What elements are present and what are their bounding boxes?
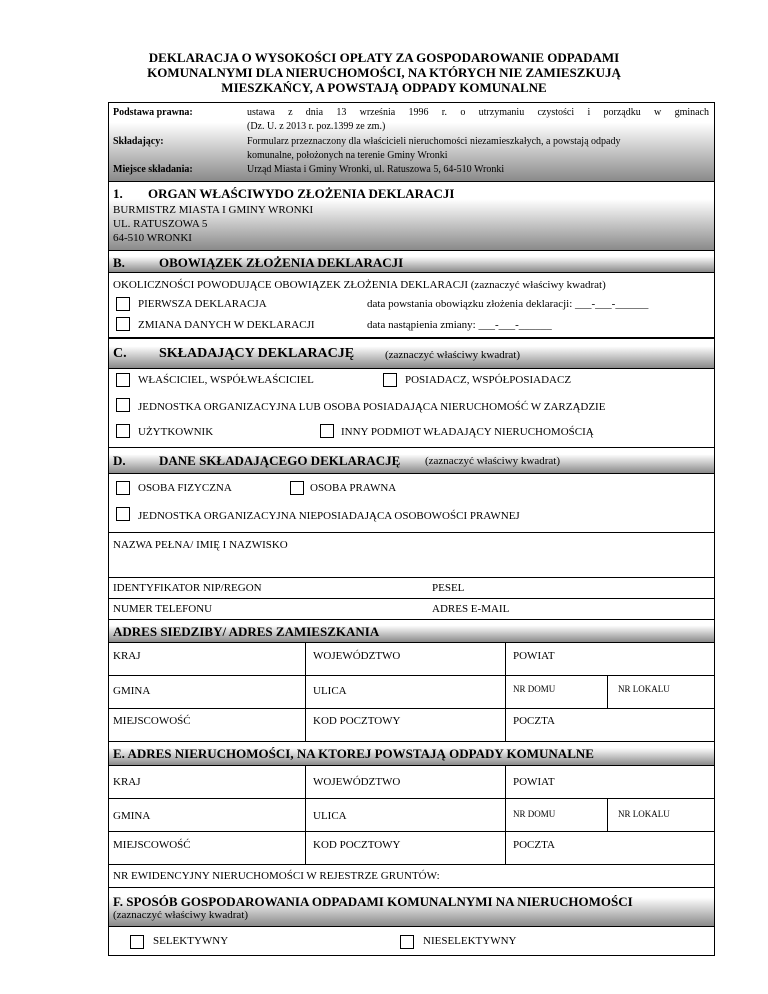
property-nr-lokalu: NR LOKALU	[618, 809, 670, 819]
section-b-title: OBOWIĄZEK ZŁOŻENIA DEKLARACJI	[159, 255, 404, 270]
property-col-divider-1	[305, 765, 306, 865]
skladajacy-text-2: komunalne, położonych na terenie Gminy Wronki	[247, 150, 448, 161]
address-col-divider-3	[607, 675, 608, 708]
first-declaration-checkbox[interactable]	[116, 297, 130, 311]
section-c-note: (zaznaczyć właściwy kwadrat)	[385, 349, 520, 361]
first-declaration-date: data powstania obowiązku złożenia deklaracji: ___-___-______	[367, 298, 649, 310]
skladajacy-label: Składający:	[113, 136, 164, 147]
organ-line-3: 64-510 WRONKI	[113, 232, 192, 244]
section-1-title: ORGAN WŁAŚCIWYDO ZŁOŻENIA DEKLARACJI	[148, 186, 455, 201]
owner-label: WŁAŚCICIEL, WSPÓŁWŁAŚCICIEL	[138, 374, 314, 386]
address-col-divider-2	[505, 642, 506, 742]
address-gmina: GMINA	[113, 685, 151, 697]
managing-unit-checkbox[interactable]	[116, 398, 130, 412]
owner-checkbox[interactable]	[116, 373, 130, 387]
user-label: UŻYTKOWNIK	[138, 426, 214, 438]
section-f-title: F. SPOSÓB GOSPODAROWANIA ODPADAMI KOMUNALNYMI NA NIERUCHOMOŚCI	[113, 894, 633, 909]
section-d-title: DANE SKŁADAJĄCEGO DEKLARACJĘ	[159, 453, 401, 468]
podstawa-text-1: ustawa z dnia 13 września 1996 r. o utrzymaniu czystości i porządku w gminach	[247, 107, 709, 118]
section-1-number: 1.	[113, 186, 123, 201]
organ-line-1: BURMISTRZ MIASTA I GMINY WRONKI	[113, 204, 314, 216]
property-ulica: ULICA	[313, 810, 347, 822]
title-line-2: KOMUNALNYMI DLA NIERUCHOMOŚCI, NA KTÓRYCH NIE ZAMIESZKUJĄ	[147, 65, 621, 80]
section-f-note: (zaznaczyć właściwy kwadrat)	[113, 909, 248, 921]
address-row-divider-1	[108, 675, 715, 676]
org-unit-label: JEDNOSTKA ORGANIZACYJNA NIEPOSIADAJĄCA OSOBOWOŚCI PRAWNEJ	[138, 510, 520, 522]
podstawa-label: Podstawa prawna:	[113, 107, 193, 118]
other-entity-checkbox[interactable]	[320, 424, 334, 438]
section-c-title: SKŁADAJĄCY DEKLARACJĘ	[159, 346, 355, 361]
podstawa-text-2: (Dz. U. z 2013 r. poz.1399 ze zm.)	[247, 121, 386, 132]
address-col-divider-1	[305, 642, 306, 742]
address-poczta: POCZTA	[513, 715, 555, 727]
miejsce-text: Urząd Miasta i Gminy Wronki, ul. Ratuszowa 5, 64-510 Wronki	[247, 164, 505, 175]
address-ulica: ULICA	[313, 685, 347, 697]
property-col-divider-2	[505, 765, 506, 865]
property-nr-domu: NR DOMU	[513, 809, 556, 819]
change-declaration-date: data nastąpienia zmiany: ___-___-______	[367, 319, 552, 331]
name-label: NAZWA PEŁNA/ IMIĘ I NAZWISKO	[113, 539, 288, 551]
possessor-checkbox[interactable]	[383, 373, 397, 387]
section-d-letter: D.	[113, 453, 126, 468]
address-row-divider-2	[108, 708, 715, 709]
property-col-divider-3	[607, 798, 608, 831]
address-powiat: POWIAT	[513, 650, 555, 662]
pesel-label: PESEL	[432, 582, 465, 594]
nip-label: IDENTYFIKATOR NIP/REGON	[113, 582, 262, 594]
change-declaration-label: ZMIANA DANYCH W DEKLARACJI	[138, 319, 315, 331]
natural-person-checkbox[interactable]	[116, 481, 130, 495]
property-row-divider-1	[108, 798, 715, 799]
legal-person-checkbox[interactable]	[290, 481, 304, 495]
natural-person-label: OSOBA FIZYCZNA	[138, 482, 232, 494]
miejsce-label: Miejsce składania:	[113, 164, 193, 175]
property-poczta: POCZTA	[513, 839, 555, 851]
address-kod: KOD POCZTOWY	[313, 715, 401, 727]
section-d-note: (zaznaczyć właściwy kwadrat)	[425, 455, 560, 467]
non-selective-checkbox[interactable]	[400, 935, 414, 949]
organ-line-2: UL. RATUSZOWA 5	[113, 218, 208, 230]
title-line-1: DEKLARACJA O WYSOKOŚCI OPŁATY ZA GOSPODAROWANIE ODPADAMI	[148, 50, 620, 65]
section-c-letter: C.	[113, 346, 127, 361]
phone-label: NUMER TELEFONU	[113, 603, 213, 615]
property-miejscowosc: MIEJSCOWOŚĆ	[113, 839, 191, 851]
property-powiat: POWIAT	[513, 776, 555, 788]
legal-person-label: OSOBA PRAWNA	[310, 482, 397, 494]
property-kraj: KRAJ	[113, 776, 141, 788]
other-entity-label: INNY PODMIOT WŁADAJĄCY NIERUCHOMOŚCIĄ	[341, 426, 594, 438]
property-wojewodztwo: WOJEWÓDZTWO	[313, 776, 401, 788]
non-selective-label: NIESELEKTYWNY	[423, 935, 517, 947]
address-title: ADRES SIEDZIBY/ ADRES ZAMIESZKANIA	[113, 624, 380, 639]
land-registry-label: NR EWIDENCYJNY NIERUCHOMOŚCI W REJESTRZE GRUNTÓW:	[113, 870, 440, 882]
property-kod: KOD POCZTOWY	[313, 839, 401, 851]
property-row-divider-2	[108, 831, 715, 832]
title-line-3: MIESZKAŃCY, A POWSTAJĄ ODPADY KOMUNALNE	[221, 80, 547, 95]
selective-label: SELEKTYWNY	[153, 935, 229, 947]
possessor-label: POSIADACZ, WSPÓŁPOSIADACZ	[405, 374, 572, 386]
address-miejscowosc: MIEJSCOWOŚĆ	[113, 715, 191, 727]
property-gmina: GMINA	[113, 810, 151, 822]
address-kraj: KRAJ	[113, 650, 141, 662]
managing-unit-label: JEDNOSTKA ORGANIZACYJNA LUB OSOBA POSIADAJĄCA NIERUCHOMOŚĆ W ZARZĄDZIE	[138, 401, 606, 413]
address-nr-lokalu: NR LOKALU	[618, 684, 670, 694]
address-wojewodztwo: WOJEWÓDZTWO	[313, 650, 401, 662]
section-e-title: E. ADRES NIERUCHOMOŚCI, NA KTOREJ POWSTAJĄ ODPADY KOMUNALNE	[113, 746, 594, 761]
document-title	[60, 50, 708, 95]
user-checkbox[interactable]	[116, 424, 130, 438]
address-nr-domu: NR DOMU	[513, 684, 556, 694]
change-declaration-checkbox[interactable]	[116, 317, 130, 331]
selective-checkbox[interactable]	[130, 935, 144, 949]
section-b-intro: OKOLICZNOŚCI POWODUJĄCE OBOWIĄZEK ZŁOŻENIA DEKLARACJI (zaznaczyć właściwy kwadrat)	[113, 279, 606, 291]
section-b-letter: B.	[113, 255, 125, 270]
email-label: ADRES E-MAIL	[432, 603, 510, 615]
skladajacy-text-1: Formularz przeznaczony dla właścicieli nieruchomości niezamieszkałych, a powstają odpady	[247, 136, 621, 147]
org-unit-checkbox[interactable]	[116, 507, 130, 521]
first-declaration-label: PIERWSZA DEKLARACJA	[138, 298, 267, 310]
